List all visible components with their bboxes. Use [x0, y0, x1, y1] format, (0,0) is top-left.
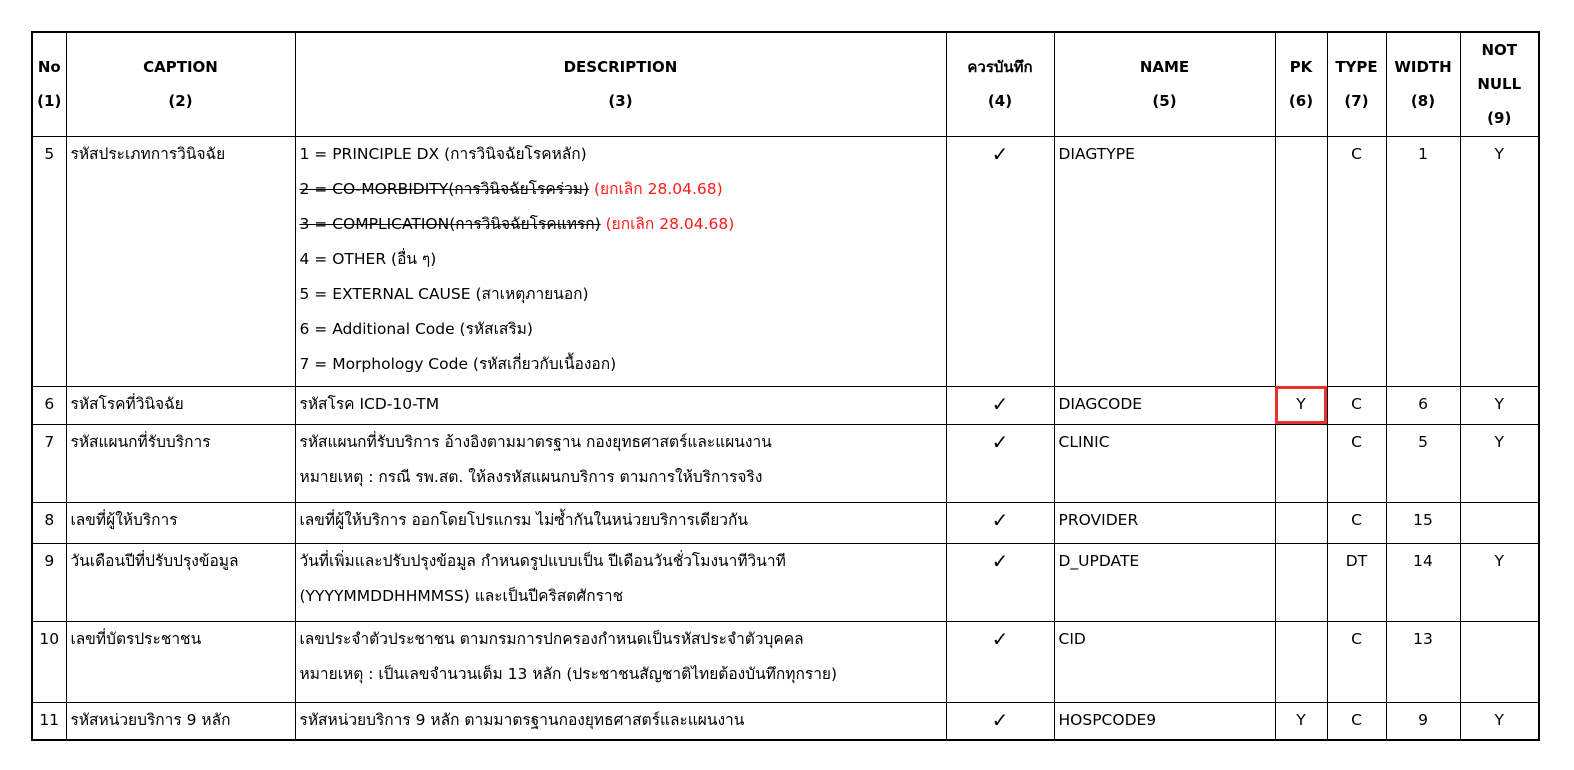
header-number: (2) — [168, 92, 193, 111]
description-line — [300, 460, 942, 495]
header-number: (6) — [1288, 92, 1314, 111]
should-record-cell — [946, 386, 1054, 424]
check-icon: ✓ — [991, 707, 1009, 732]
not-null-text: Y — [1494, 394, 1504, 413]
header-number: (8) — [1410, 92, 1436, 111]
cancelled-note: (ยกเลิก 28.04.68) — [605, 214, 735, 233]
pk-cell — [1275, 136, 1327, 386]
header-label: NAME — [1139, 58, 1190, 77]
description-text: 5 = EXTERNAL CAUSE (สาเหตุภายนอก) — [299, 284, 589, 303]
field-name-text: PROVIDER — [1058, 510, 1139, 529]
caption-text: รหัสโรคที่วินิจฉัย — [70, 394, 184, 413]
should-record-cell — [946, 502, 1054, 543]
type-text: C — [1351, 710, 1362, 729]
description-text: 6 = Additional Code (รหัสเสริม) — [299, 319, 533, 338]
width-text: 14 — [1413, 551, 1433, 570]
field-name-cell — [1054, 136, 1275, 386]
description-cell — [295, 702, 946, 740]
table-row — [32, 136, 1539, 386]
check-icon: ✓ — [991, 391, 1009, 416]
type-text: DT — [1345, 551, 1368, 570]
type-cell — [1327, 621, 1386, 702]
table-row — [32, 621, 1539, 702]
caption-text: รหัสแผนกที่รับบริการ — [70, 432, 211, 451]
width-text: 5 — [1418, 432, 1428, 451]
width-cell — [1386, 502, 1460, 543]
not-null-text: Y — [1494, 144, 1504, 163]
description-text: 7 = Morphology Code (รหัสเกี่ยวกับเนื้องอก) — [299, 354, 617, 373]
header-label: DESCRIPTION — [563, 58, 678, 77]
description-line — [300, 172, 942, 207]
table-row — [32, 702, 1539, 740]
pk-cell — [1275, 543, 1327, 621]
not-null-cell — [1460, 386, 1539, 424]
description-line — [300, 312, 942, 347]
check-icon: ✓ — [991, 429, 1009, 454]
header-width — [1386, 32, 1460, 136]
pk-cell — [1275, 424, 1327, 502]
check-icon: ✓ — [991, 507, 1009, 532]
description-text: รหัสโรค ICD-10-TM — [299, 394, 440, 413]
header-not-null — [1460, 32, 1539, 136]
caption-cell — [66, 386, 295, 424]
header-caption — [66, 32, 295, 136]
width-text: 13 — [1413, 629, 1433, 648]
description-line — [300, 579, 942, 614]
field-name-cell — [1054, 543, 1275, 621]
row-number — [32, 702, 66, 740]
description-line — [300, 387, 942, 422]
description-text: 2 = CO-MORBIDITY(การวินิจฉัยโรคร่วม) — [299, 179, 590, 198]
description-text: รหัสหน่วยบริการ 9 หลัก ตามมาตรฐานกองยุทธศาสตร์และแผนงาน — [299, 710, 745, 729]
row-number — [32, 424, 66, 502]
type-text: C — [1351, 432, 1362, 451]
type-text: C — [1351, 144, 1362, 163]
header-label: PK — [1289, 58, 1313, 77]
width-text: 6 — [1418, 394, 1428, 413]
not-null-text: Y — [1494, 551, 1504, 570]
description-cell — [295, 424, 946, 502]
header-number: (7) — [1344, 92, 1369, 111]
description-cell — [295, 386, 946, 424]
type-cell — [1327, 386, 1386, 424]
description-line — [300, 544, 942, 579]
caption-cell — [66, 543, 295, 621]
table-row — [32, 424, 1539, 502]
type-text: C — [1351, 394, 1362, 413]
table-row — [32, 386, 1539, 424]
type-text: C — [1351, 629, 1362, 648]
description-line — [300, 137, 942, 172]
width-cell — [1386, 386, 1460, 424]
description-line — [300, 622, 942, 657]
header-pk — [1275, 32, 1327, 136]
row-number — [32, 136, 66, 386]
description-line — [300, 277, 942, 312]
header-label: WIDTH — [1394, 58, 1452, 77]
pk-cell — [1275, 621, 1327, 702]
description-text: เลขประจำตัวประชาชน ตามกรมการปกครองกำหนดเป็นรหัสประจำตัวบุคคล — [299, 629, 804, 648]
width-text: 15 — [1413, 510, 1433, 529]
header-no — [32, 32, 66, 136]
check-icon: ✓ — [991, 141, 1009, 166]
description-text: (YYYYMMDDHHMMSS) และเป็นปีคริสตศักราช — [299, 586, 624, 605]
description-line — [300, 242, 942, 277]
row-number — [32, 502, 66, 543]
not-null-cell — [1460, 136, 1539, 386]
description-line — [300, 425, 942, 460]
width-cell — [1386, 621, 1460, 702]
width-cell — [1386, 136, 1460, 386]
not-null-cell — [1460, 424, 1539, 502]
field-name-cell — [1054, 502, 1275, 543]
description-cell — [295, 543, 946, 621]
header-should-record — [946, 32, 1054, 136]
header-label: No — [37, 58, 61, 77]
description-line — [300, 347, 942, 382]
field-name-text: HOSPCODE9 — [1058, 710, 1157, 729]
header-name — [1054, 32, 1275, 136]
type-cell — [1327, 702, 1386, 740]
header-description — [295, 32, 946, 136]
field-name-cell — [1054, 424, 1275, 502]
field-name-text: D_UPDATE — [1058, 551, 1140, 570]
should-record-cell — [946, 424, 1054, 502]
table-row — [32, 502, 1539, 543]
data-dictionary-table — [31, 31, 1540, 741]
table-row — [32, 543, 1539, 621]
header-number: (4) — [987, 92, 1013, 111]
description-text: รหัสแผนกที่รับบริการ อ้างอิงตามมาตรฐาน กองยุทธศาสตร์และแผนงาน — [299, 432, 772, 451]
header-number: (1) — [37, 92, 62, 111]
description-text: เลขที่ผู้ให้บริการ ออกโดยโปรแกรม ไม่ซ้ำกันในหน่วยบริการเดียวกัน — [299, 510, 748, 529]
row-number — [32, 386, 66, 424]
description-text: 3 = COMPLICATION(การวินิจฉัยโรคแทรก) — [299, 214, 601, 233]
pk-text: Y — [1296, 710, 1306, 729]
should-record-cell — [946, 702, 1054, 740]
field-name-text: CID — [1058, 629, 1086, 648]
pk-cell — [1275, 502, 1327, 543]
cancelled-note: (ยกเลิก 28.04.68) — [593, 179, 723, 198]
description-line — [300, 207, 942, 242]
description-text: หมายเหตุ : กรณี รพ.สต. ให้ลงรหัสแผนกบริการ ตามการให้บริการจริง — [299, 467, 763, 486]
caption-cell — [66, 621, 295, 702]
caption-cell — [66, 424, 295, 502]
field-name-cell — [1054, 621, 1275, 702]
width-cell — [1386, 424, 1460, 502]
row-number-text: 10 — [39, 629, 60, 648]
type-text: C — [1351, 510, 1362, 529]
field-name-text: DIAGTYPE — [1058, 144, 1135, 163]
caption-cell — [66, 136, 295, 386]
row-number-text: 9 — [44, 551, 55, 570]
pk-cell — [1275, 386, 1327, 424]
description-line — [300, 503, 942, 538]
description-text: 4 = OTHER (อื่น ๆ) — [299, 249, 437, 268]
field-name-cell — [1054, 702, 1275, 740]
caption-text: เลขที่บัตรประชาชน — [70, 629, 202, 648]
caption-text: เลขที่ผู้ให้บริการ — [70, 510, 178, 529]
description-text: หมายเหตุ : เป็นเลขจำนวนเต็ม 13 หลัก (ประชาชนสัญชาติไทยต้องบันทึกทุกราย) — [299, 664, 838, 683]
row-number — [32, 543, 66, 621]
field-name-text: CLINIC — [1058, 432, 1110, 451]
not-null-cell — [1460, 702, 1539, 740]
not-null-text: Y — [1494, 710, 1504, 729]
not-null-cell — [1460, 543, 1539, 621]
row-number-text: 8 — [44, 510, 55, 529]
description-line — [300, 657, 942, 692]
type-cell — [1327, 424, 1386, 502]
header-type — [1327, 32, 1386, 136]
row-number-text: 6 — [44, 394, 55, 413]
pk-cell — [1275, 702, 1327, 740]
pk-text: Y — [1296, 394, 1306, 413]
row-number — [32, 621, 66, 702]
header-row — [32, 32, 1539, 136]
header-number: (9) — [1487, 109, 1512, 128]
width-cell — [1386, 702, 1460, 740]
field-name-cell — [1054, 386, 1275, 424]
field-name-text: DIAGCODE — [1058, 394, 1143, 413]
caption-text: รหัสหน่วยบริการ 9 หลัก — [70, 710, 231, 729]
caption-text: วันเดือนปีที่ปรับปรุงข้อมูล — [70, 551, 239, 570]
description-text: วันที่เพิ่มและปรับปรุงข้อมูล กำหนดรูปแบบเป็น ปีเดือนวันชั่วโมงนาทีวินาที — [299, 551, 786, 570]
description-cell — [295, 621, 946, 702]
description-line — [300, 703, 942, 738]
width-cell — [1386, 543, 1460, 621]
header-label: CAPTION — [143, 58, 218, 77]
header-number: (5) — [1152, 92, 1177, 111]
header-number: (3) — [608, 92, 633, 111]
header-label: ควรบันทึก — [967, 58, 1033, 77]
check-icon: ✓ — [991, 548, 1009, 573]
row-number-text: 5 — [44, 144, 55, 163]
caption-cell — [66, 702, 295, 740]
type-cell — [1327, 502, 1386, 543]
width-text: 9 — [1418, 710, 1428, 729]
should-record-cell — [946, 543, 1054, 621]
not-null-text: Y — [1494, 432, 1504, 451]
description-cell — [295, 502, 946, 543]
type-cell — [1327, 136, 1386, 386]
width-text: 1 — [1418, 144, 1428, 163]
header-label: NOT NULL — [1477, 41, 1522, 94]
caption-text: รหัสประเภทการวินิจฉัย — [70, 144, 226, 163]
check-icon: ✓ — [991, 626, 1009, 651]
not-null-cell — [1460, 621, 1539, 702]
description-text: 1 = PRINCIPLE DX (การวินิจฉัยโรคหลัก) — [299, 144, 587, 163]
should-record-cell — [946, 621, 1054, 702]
caption-cell — [66, 502, 295, 543]
type-cell — [1327, 543, 1386, 621]
description-cell — [295, 136, 946, 386]
should-record-cell — [946, 136, 1054, 386]
row-number-text: 7 — [44, 432, 55, 451]
header-label: TYPE — [1335, 58, 1378, 77]
row-number-text: 11 — [39, 710, 60, 729]
not-null-cell — [1460, 502, 1539, 543]
